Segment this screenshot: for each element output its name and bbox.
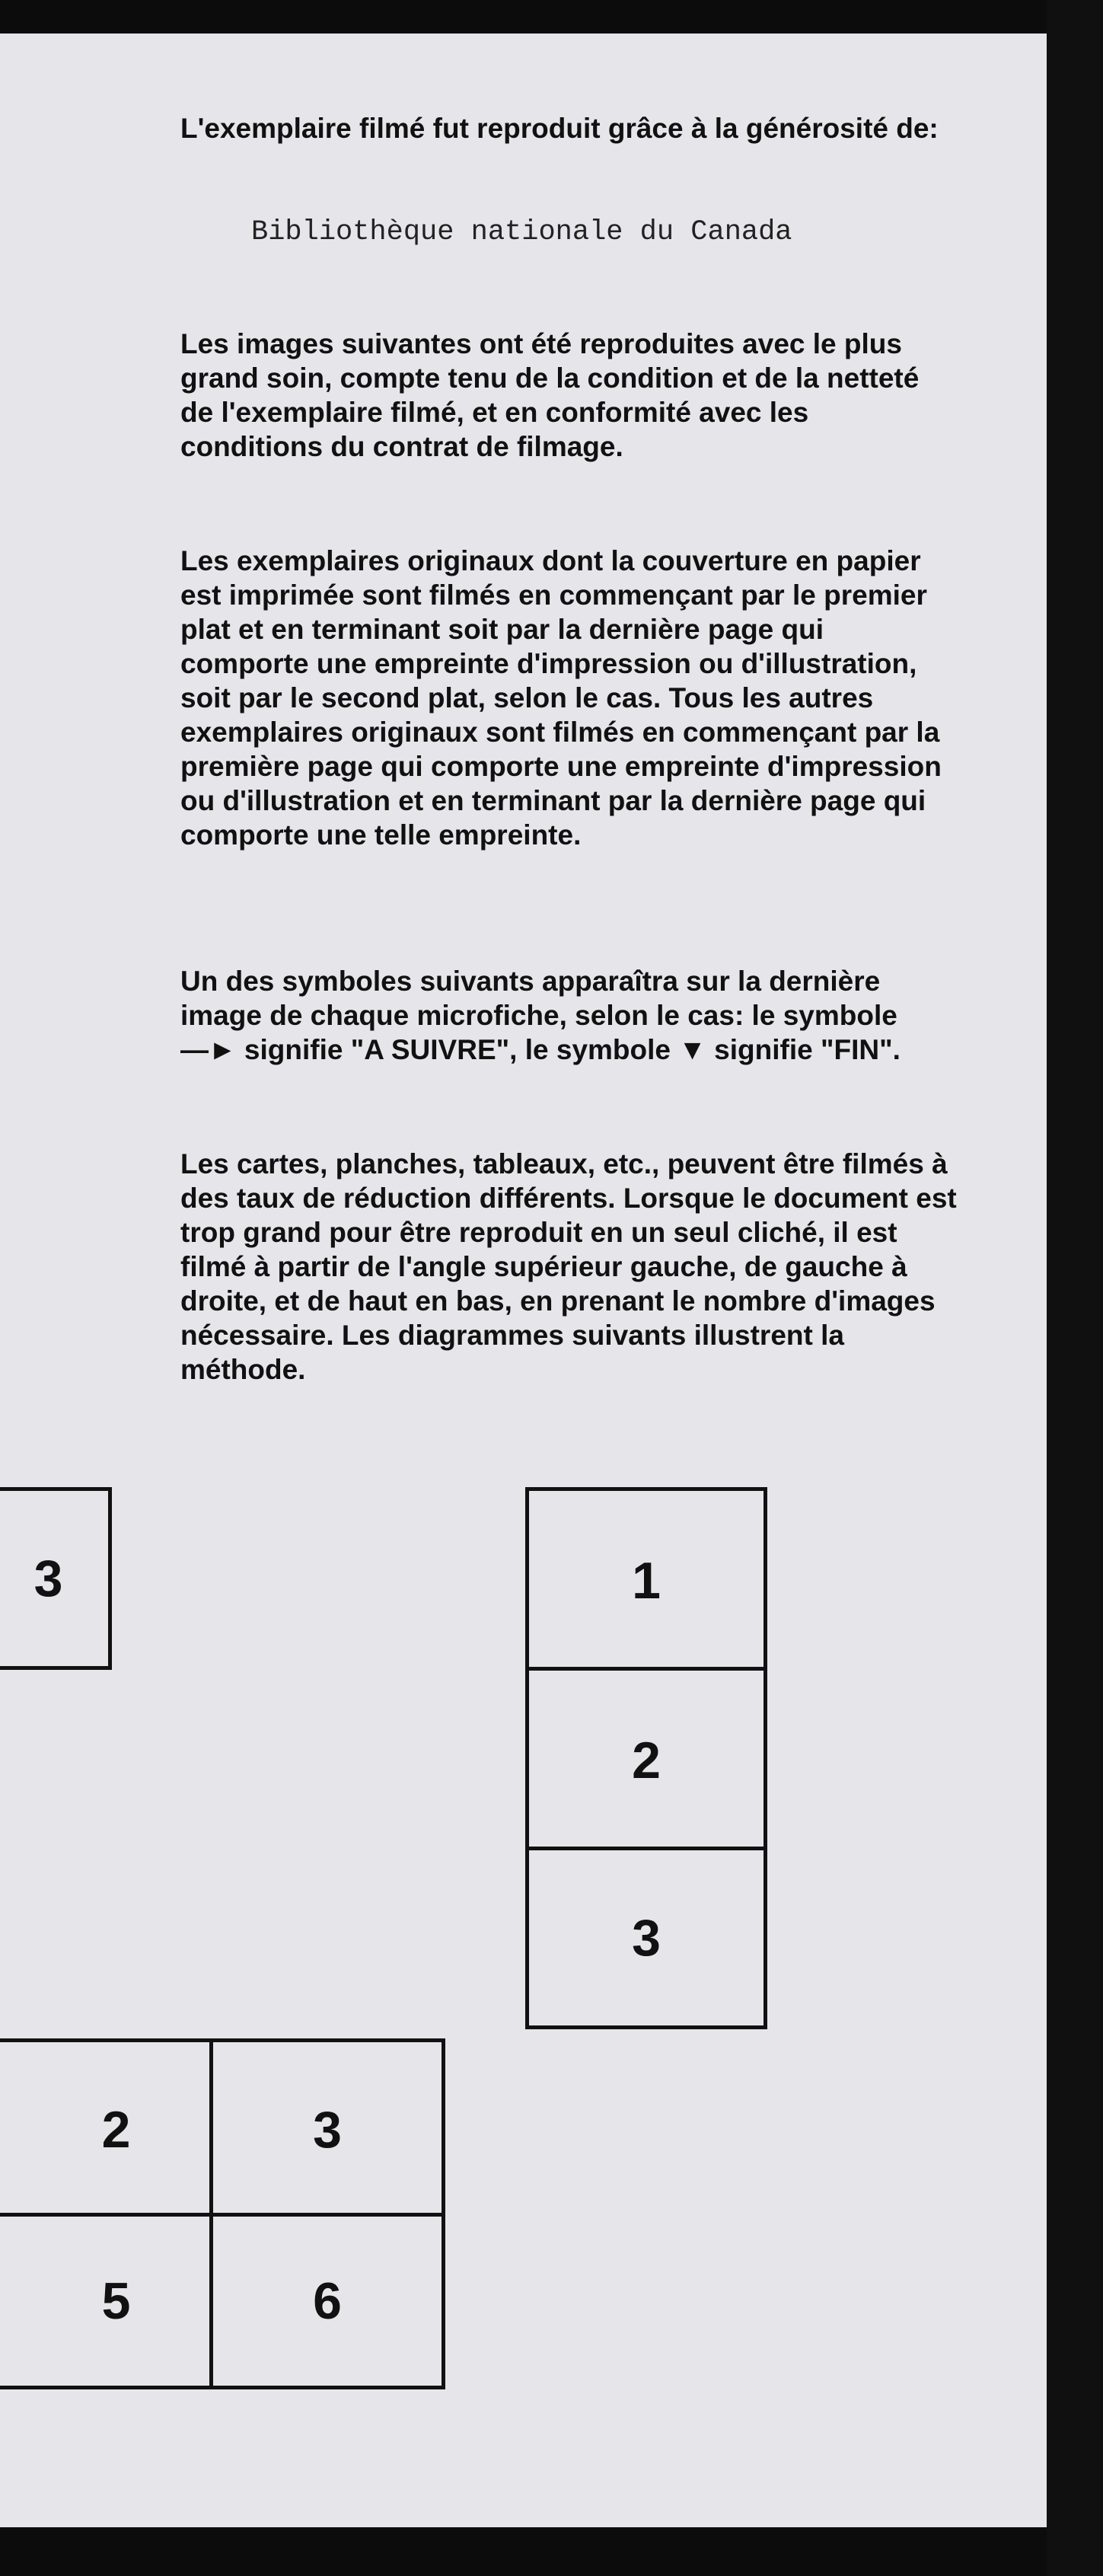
diagram-cell-number: 3 (632, 1909, 661, 1967)
symbols-text-1: Un des symboles suivants apparaîtra sur la dernière image de chaque microfiche, selon le cas: le symbole (180, 966, 897, 1031)
paragraph-original-copies: Les exemplaires originaux dont la couverture en papier est imprimée sont filmés en commençant par le premier plat et en terminant soit par la dernière page qui comporte une empreinte d'impression ou d'illustration, soit par le second plat, selon le cas. Tous les autres exemplaires originaux sont filmés en commençant par la première page qui comporte une empreinte d'impression ou d'illustration et en terminant par la dernière page qui comporte une telle empreinte. (180, 545, 942, 851)
diagram-cell-number: 3 (313, 2100, 342, 2159)
paragraph-symbols (180, 964, 957, 1067)
symbols-text-2: signifie "A SUIVRE", le symbole (244, 1034, 671, 1065)
diagram-grid-cell-3 (209, 2038, 445, 2217)
triangle-icon: ▼ (678, 1034, 706, 1065)
diagram-column-cell-3 (525, 1847, 767, 2029)
library-name: Bibliothèque nationale du Canada (251, 216, 792, 248)
document-page (0, 34, 1047, 2527)
diagram-cell-number: 1 (632, 1552, 661, 1610)
diagram-cell-number: 6 (313, 2272, 342, 2330)
diagram-grid-cell-2 (0, 2038, 213, 2217)
diagram-grid-cell-5 (0, 2213, 213, 2389)
diagram-cell-number: 2 (101, 2100, 131, 2159)
paragraph-maps-reduction: Les cartes, planches, tableaux, etc., peuvent être filmés à des taux de réduction différents. Lorsque le document est trop grand pour être reproduit en un seul cliché, il est filmé à partir de l'angle supérieur gauche, de gauche à droite, et de haut en bas, en prenant le nombre d'images nécessaire. Les diagrammes suivants illustrent la méthode. (180, 1148, 957, 1385)
diagram-grid-cell-6 (209, 2213, 445, 2389)
diagram-cell-number: 5 (101, 2272, 131, 2330)
diagram-row-cell (0, 1487, 112, 1670)
intro-text: L'exemplaire filmé fut reproduit grâce à la générosité de: (180, 113, 939, 144)
diagram-column-cell-1 (525, 1487, 767, 1671)
symbols-text-3: signifie "FIN". (714, 1034, 901, 1065)
diagram-column-cell-2 (525, 1667, 767, 1850)
film-edge-strip (1047, 0, 1103, 2576)
arrow-icon: —► (180, 1034, 237, 1065)
paragraph-filming-care: Les images suivantes ont été reproduites avec le plus grand soin, compte tenu de la condition et de la netteté de l'exemplaire filmé, et en conformité avec les conditions du contrat de filmage. (180, 328, 920, 462)
diagram-cell-number: 2 (632, 1732, 661, 1789)
diagram-cell-number: 3 (33, 1550, 63, 1607)
